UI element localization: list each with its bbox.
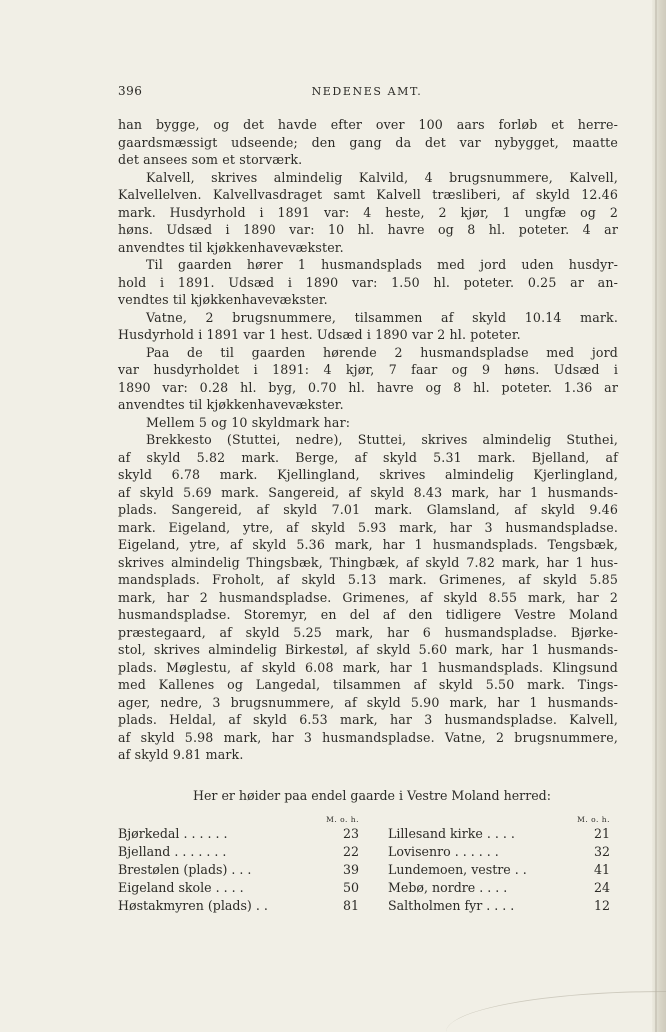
height-value: 81 [342,898,359,913]
text-line: var husdyrholdet i 1891: 4 kjør, 7 faar og 9 høns. Udsæd i [118,362,618,377]
text-line: Brekkesto (Stuttei, nedre), Stuttei, skrives almindelig Stuthei, [146,432,618,447]
text-line: hold i 1891. Udsæd i 1890 var: 1.50 hl. poteter. 0.25 ar an- [118,274,618,290]
paragraph [118,309,618,344]
text-line: præstegaard, af skyld 5.25 mark, har 6 husmandspladse. Bjørke- [118,624,618,640]
text-line: ager, nedre, 3 brugsnummere, af skyld 5.90 mark, har 1 husmands- [118,694,618,710]
height-value: 12 [593,898,610,913]
text-line: Eigeland, ytre, af skyld 5.36 mark, har 1 husmandsplads. Tengsbæk, [118,537,618,552]
page-header [118,84,616,104]
place-name: Høstakmyren (plads) . . [118,898,268,913]
height-table-row [118,879,363,897]
height-table-row [388,861,614,879]
text-line: af skyld 5.82 mark. Berge, af skyld 5.31 mark. Bjelland, af [118,449,618,465]
height-table-left-column [118,814,363,915]
body-text [118,116,618,764]
text-line: det ansees som et storværk. [118,152,303,167]
text-line: Kalvell, skrives almindelig Kalvild, 4 brugsnummere, Kalvell, [146,169,618,185]
text-line: plads. Heldal, af skyld 6.53 mark, har 3 husmandspladse. Kalvell, [118,712,618,727]
text-line: af skyld 9.81 mark. [118,747,244,762]
height-table-right-column [388,814,614,915]
height-value: 24 [593,880,610,895]
height-table-title: Her er høider paa endel gaarde i Vestre Moland herred: [193,788,551,803]
text-line: mark, har 2 husmandspladse. Grimenes, af skyld 8.55 mark, har 2 [118,589,618,605]
place-name: Eigeland skole . . . . [118,880,244,895]
place-name: Mebø, nordre . . . . [388,880,508,895]
text-line: stol, skrives almindelig Birkestøl, af skyld 5.60 mark, har 1 husmands- [118,642,618,657]
height-table-row [118,825,363,843]
text-line: anvendtes til kjøkkenhavevækster. [118,397,344,412]
text-line: af skyld 5.69 mark. Sangereid, af skyld 8.43 mark, har 1 husmands- [118,484,618,500]
text-line: han bygge, og det havde efter over 100 aars forløb et herre- [118,117,618,132]
paragraph [118,414,618,432]
text-line: anvendtes til kjøkkenhavevækster. [118,239,344,255]
height-table-row [118,861,363,879]
text-line: plads. Møglestu, af skyld 6.08 mark, har 1 husmandsplads. Klingsund [118,659,618,675]
place-name: Brestølen (plads) . . . [118,862,252,877]
height-value: 23 [342,826,359,841]
height-value: 32 [593,844,610,859]
unit-label: M. o. h. [326,815,359,824]
height-value: 39 [342,862,359,877]
height-value: 22 [342,844,359,859]
paragraph [118,344,618,414]
height-value: 41 [593,862,610,877]
page-curl [446,991,666,1032]
page-edge-shadow [652,0,666,1032]
text-line: Mellem 5 og 10 skyldmark har: [146,414,351,430]
place-name: Lundemoen, vestre . . [388,862,527,877]
text-line: Husdyrhold i 1891 var 1 hest. Udsæd i 1890 var 2 hl. poteter. [118,327,521,342]
running-head: NEDENES AMT. [311,85,423,98]
paragraph [118,256,618,309]
paragraph [118,431,618,764]
text-line: mark. Husdyrhold i 1891 var: 4 heste, 2 kjør, 1 ungfæ og 2 [118,204,618,220]
text-line: vendtes til kjøkkenhavevækster. [118,292,328,307]
text-line: husmandspladse. Storemyr, en del af den tidligere Vestre Moland [118,607,618,622]
place-name: Lovisenro . . . . . . [388,844,499,859]
height-table-row [118,897,363,915]
unit-label: M. o. h. [577,815,610,824]
height-table-row [118,843,363,861]
height-value: 50 [342,880,359,895]
text-line: 1890 var: 0.28 hl. byg, 0.70 hl. havre og 8 hl. poteter. 1.36 ar [118,379,618,395]
text-line: med Kallenes og Langedal, tilsammen af skyld 5.50 mark. Tings- [118,677,618,692]
text-line: skyld 6.78 mark. Kjellingland, skrives almindelig Kjerlingland, [118,467,618,482]
place-name: Lillesand kirke . . . . [388,826,515,841]
place-name: Bjelland . . . . . . . [118,844,227,859]
text-line: gaardsmæssigt udseende; den gang da det var nybygget, maatte [118,134,618,150]
text-line: plads. Sangereid, af skyld 7.01 mark. Glamsland, af skyld 9.46 [118,502,618,517]
text-line: høns. Udsæd i 1890 var: 10 hl. havre og 8 hl. poteter. 4 ar [118,222,618,237]
text-line: mark. Eigeland, ytre, af skyld 5.93 mark, har 3 husmandspladse. [118,519,618,535]
height-table-row [388,897,614,915]
height-table-row [388,825,614,843]
text-line: Vatne, 2 brugsnummere, tilsammen af skyld 10.14 mark. [146,309,618,325]
place-name: Saltholmen fyr . . . . [388,898,515,913]
text-line: skrives almindelig Thingsbæk, Thingbæk, af skyld 7.82 mark, har 1 hus- [118,554,618,570]
height-table-row [388,879,614,897]
place-name: Bjørkedal . . . . . . [118,826,228,841]
paragraph [118,116,618,169]
text-line: Til gaarden hører 1 husmandsplads med jord uden husdyr- [146,257,618,272]
text-line: Paa de til gaarden hørende 2 husmandspladse med jord [146,344,618,360]
text-line: mandsplads. Froholt, af skyld 5.13 mark. Grimenes, af skyld 5.85 [118,572,618,587]
text-line: Kalvellelven. Kalvellvasdraget samt Kalvell træsliberi, af skyld 12.46 [118,187,618,202]
paragraph [118,169,618,257]
height-value: 21 [593,826,610,841]
text-line: af skyld 5.98 mark, har 3 husmandspladse. Vatne, 2 brugsnummere, [118,729,618,745]
height-table-row [388,843,614,861]
page-number: 396 [118,84,143,98]
